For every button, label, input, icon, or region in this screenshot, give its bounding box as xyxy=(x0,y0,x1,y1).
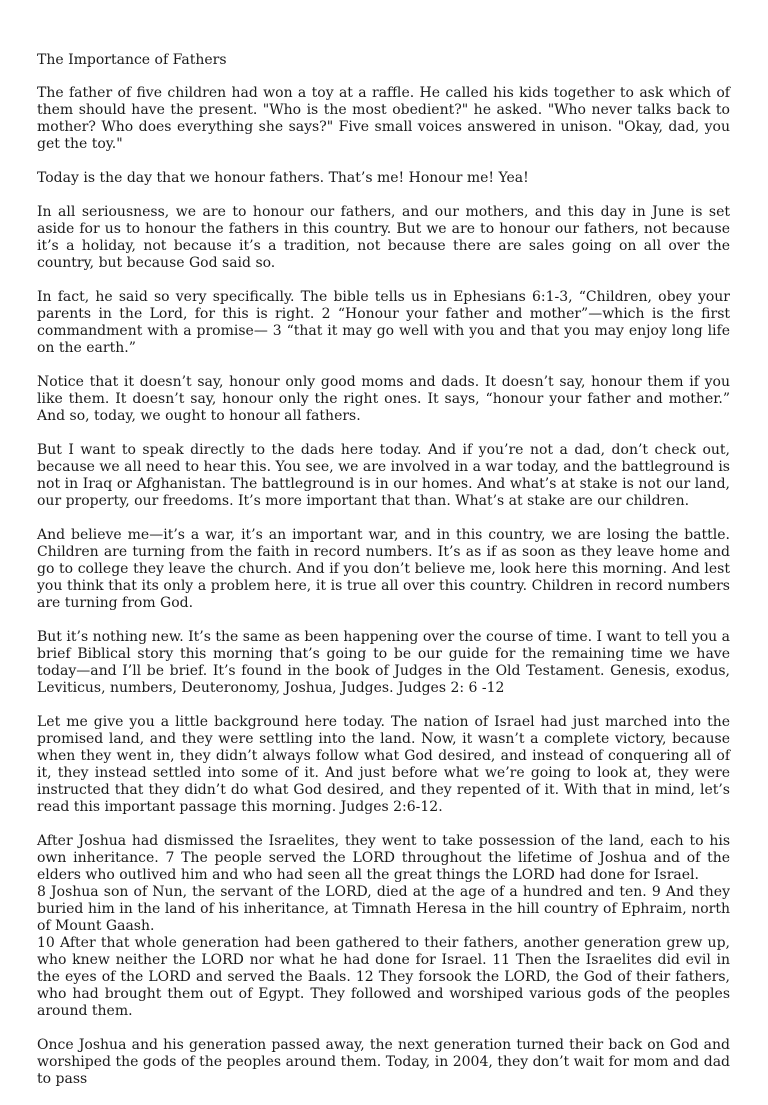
paragraph-judges-intro: But it’s nothing new. It’s the same as been happening over the course of time. I want to tell you a brief Biblical story this morning that’s going to be our guide for the remaining time we have today—and I’ll be brief. It’s found in the book of Judges in the Old Testament. Genesis, exodus, Leviticus, numbers, Deuteronomy, Joshua, Judges. Judges 2: 6 -12 xyxy=(37,629,730,696)
paragraph-ephesians: In fact, he said so very specifically. The bible tells us in Ephesians 6:1-3, “Children, obey your parents in the Lord, for this is right. 2 “Honour your father and mother”—which is the first commandment with a promise— 3 “that it may go well with you and that you may enjoy long life on the earth.” xyxy=(37,289,730,356)
paragraph-honour-all: Notice that it doesn’t say, honour only good moms and dads. It doesn’t say, honour them if you like them. It doesn’t say, honour only the right ones. It says, “honour your father and mother.” And so, today, we ought to honour all fathers. xyxy=(37,374,730,424)
paragraph-seriousness: In all seriousness, we are to honour our fathers, and our mothers, and this day in June is set aside for us to honour the fathers in this country. But we are to honour our fathers, not because it’s a holiday, not because it’s a tradition, not because there are sales going on all over the country, but because God said so. xyxy=(37,204,730,271)
paragraph-background: Let me give you a little background here today. The nation of Israel had just marched into the promised land, and they were settling into the land. Now, it wasn’t a complete victory, because when they went in, they didn’t always follow what God desired, and instead of conquering all of it, they instead settled into some of it. And just before what we’re going to look at, they were instructed that they didn’t do what God desired, and they repented of it. With that in mind, let’s read this important passage this morning. Judges 2:6-12. xyxy=(37,714,730,815)
paragraph-war-at-home: But I want to speak directly to the dads here today. And if you’re not a dad, don’t check out, because we all need to hear this. You see, we are involved in a war today, and the battleground is not in Iraq or Afghanistan. The battleground is in our homes. And what’s at stake is not our land, our property, our freedoms. It’s more important that than. What’s at stake are our children. xyxy=(37,442,730,509)
document-title: The Importance of Fathers xyxy=(37,52,227,68)
scripture-verses-10-12: 10 After that whole generation had been gathered to their fathers, another generation grew up, who knew neither the LORD nor what he had done for Israel. 11 Then the Israelites did evil in the eyes of the LORD and served the Baals. 12 They forsook the LORD, the God of their fathers, who had brought them out of Egypt. They followed and worshiped various gods of the peoples around them. xyxy=(37,935,730,1019)
paragraph-next-generation: Once Joshua and his generation passed away, the next generation turned their back on God and worshiped the gods of the peoples around them. Today, in 2004, they don’t wait for mom and dad to pass xyxy=(37,1037,730,1087)
paragraph-raffle-joke: The father of five children had won a toy at a raffle. He called his kids together to ask which of them should have the present. "Who is the most obedient?" he asked. "Who never talks back to mother? Who does everything she says?" Five small voices answered in unison. "Okay, dad, you get the toy." xyxy=(37,85,730,152)
document-page xyxy=(37,52,730,1105)
paragraph-honour-fathers-day: Today is the day that we honour fathers. That’s me! Honour me! Yea! xyxy=(37,170,529,186)
scripture-verses-8-9: 8 Joshua son of Nun, the servant of the LORD, died at the age of a hundred and ten. 9 And they buried him in the land of his inheritance, at Timnath Heresa in the hill country of Ephraim, north of Mount Gaash. xyxy=(37,884,730,934)
scripture-verses-6-7: After Joshua had dismissed the Israelites, they went to take possession of the land, each to his own inheritance. 7 The people served the LORD throughout the lifetime of Joshua and of the elders who outlived him and who had seen all the great things the LORD had done for Israel. xyxy=(37,833,730,883)
paragraph-losing-battle: And believe me—it’s a war, it’s an important war, and in this country, we are losing the battle. Children are turning from the faith in record numbers. It’s as if as soon as they leave home and go to college they leave the church. And if you don’t believe me, look here this morning. And lest you think that its only a problem here, it is true all over this country. Children in record numbers are turning from God. xyxy=(37,527,730,611)
